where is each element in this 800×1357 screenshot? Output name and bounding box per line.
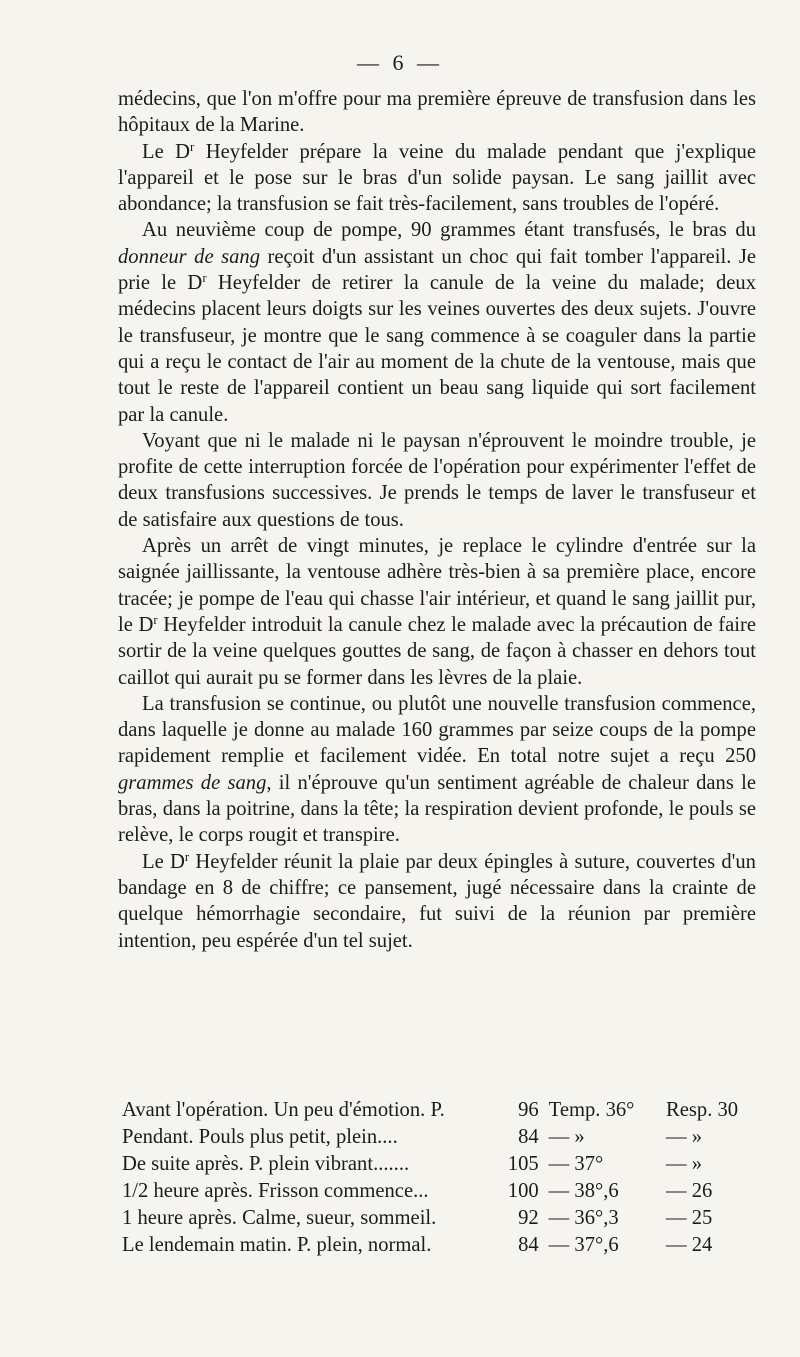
text-segment: Heyfelder réunit la plaie par deux épingles à suture, couvertes d'un bandage en 8 de chiffre; ce pansement, jugé nécessaire dans la crainte de quelque hémorrhagie secondaire, fut suivi de la réunion par première intention, peu espérée d'un tel sujet.	[118, 850, 756, 952]
text-segment: Heyfelder introduit la canule chez le malade avec la précaution de faire sortir de la veine quelques gouttes de sang, de façon à chasser en dehors tout caillot qui aurait pu se former dans les lèvres de la plaie.	[118, 613, 756, 689]
cell-resp: — »	[666, 1153, 703, 1175]
cell-resp: — 25	[666, 1207, 713, 1229]
cell-desc: De suite après. P. plein vibrant.......	[122, 1153, 410, 1175]
paragraph	[118, 691, 756, 849]
cell-temp: — 36°,3	[548, 1207, 619, 1229]
cell-desc: Le lendemain matin. P. plein, normal.	[122, 1234, 432, 1256]
cell-pouls: 84	[518, 1234, 539, 1256]
text-segment: Voyant que ni le malade ni le paysan n'éprouvent le moindre trouble, je profite de cette interruption forcée de l'opération pour expérimenter l'effet de deux transfusions successives. Je prends le temps de laver le transfuseur et de satisfaire aux questions de tous.	[118, 429, 756, 531]
table-row	[122, 1178, 762, 1205]
cell-pouls: 92	[518, 1207, 539, 1229]
table-row	[122, 1151, 762, 1178]
page-number: — 6 —	[357, 50, 443, 75]
text-segment: médecins, que l'on m'offre pour ma première épreuve de transfusion dans les hôpitaux de la Marine.	[118, 88, 756, 137]
text-segment: La transfusion se continue, ou plutôt une nouvelle transfusion commence, dans laquelle je donne au malade 160 grammes par seize coups de la pompe rapidement remplie et facilement vidée. En total notre sujet a reçu 250	[118, 692, 756, 768]
body-text	[118, 86, 756, 954]
vitals-table-body	[122, 1097, 762, 1259]
cell-resp: — »	[666, 1126, 703, 1148]
superscript: r	[184, 849, 190, 864]
cell-desc: 1 heure après. Calme, sueur, sommeil.	[122, 1207, 437, 1229]
text-segment: , il n'éprouve qu'un sentiment agréable de chaleur dans le bras, dans la poitrine, dans la tête; la respiration devient profonde, le pouls se relève, le corps rougit et transpire.	[118, 771, 756, 847]
cell-pouls: 105	[507, 1153, 539, 1175]
cell-temp: — 37°	[548, 1153, 604, 1175]
cell-resp: — 24	[666, 1234, 713, 1256]
text-segment: Après un arrêt de vingt minutes, je replace le cylindre d'entrée sur la saignée jaillissante, la ventouse adhère très-bien à sa première place, encore tracée; je pompe de l'eau qui chasse l'air intérieur, et quand le sang jaillit pur, le D	[118, 535, 756, 636]
paragraph	[118, 428, 756, 533]
italic-text: grammes de sang	[118, 771, 267, 794]
cell-resp: Resp. 30	[666, 1099, 739, 1121]
cell-desc: Pendant. Pouls plus petit, plein....	[122, 1126, 398, 1148]
cell-desc: 1/2 heure après. Frisson commence...	[122, 1180, 429, 1202]
superscript: r	[202, 271, 207, 286]
table-row	[122, 1124, 762, 1151]
cell-temp: — 38°,6	[548, 1180, 619, 1202]
text-segment: Le D	[142, 140, 191, 163]
cell-resp: — 26	[666, 1180, 713, 1202]
paragraph	[118, 533, 756, 691]
table-row	[122, 1205, 762, 1232]
cell-pouls: 84	[518, 1126, 539, 1148]
cell-temp: — »	[548, 1126, 585, 1148]
cell-temp: — 37°,6	[548, 1234, 619, 1256]
cell-pouls: 100	[507, 1180, 539, 1202]
text-segment: Heyfelder prépare la veine du malade pendant que j'explique l'appareil et le pose sur le bras d'un solide paysan. Le sang jaillit avec abondance; la transfusion se fait très-facilement, sans troubles de l'opéré.	[118, 140, 756, 216]
cell-pouls: 96	[518, 1099, 539, 1121]
vitals-table	[122, 1097, 762, 1259]
table-row	[122, 1097, 762, 1124]
cell-desc: Avant l'opération. Un peu d'émotion. P.	[122, 1099, 445, 1121]
superscript: r	[190, 139, 195, 154]
table-row	[122, 1232, 762, 1259]
text-segment: Heyfelder de retirer la canule de la veine du malade; deux médecins placent leurs doigts sur les veines ouvertes des deux sujets. J'ouvre le transfuseur, je montre que le sang commence à se coaguler dans la partie qui a reçu le contact de l'air au moment de la chute de la ventouse, mais que tout le reste de l'appareil contient un beau sang liquide qui sort facilement par la canule.	[118, 272, 756, 426]
superscript: r	[153, 612, 158, 627]
text-segment: Au neuvième coup de pompe, 90 grammes étant transfusés, le bras du	[142, 219, 756, 242]
text-segment: reçoit d'un assistant un choc qui fait tomber l'appareil. Je prie le D	[118, 245, 757, 295]
paragraph	[118, 849, 756, 954]
paragraph	[118, 217, 756, 427]
cell-temp: Temp. 36°	[548, 1099, 635, 1121]
text-segment: Le D	[142, 850, 185, 873]
paragraph	[118, 86, 756, 139]
italic-text: donneur de sang	[118, 245, 261, 268]
paragraph	[118, 139, 756, 218]
